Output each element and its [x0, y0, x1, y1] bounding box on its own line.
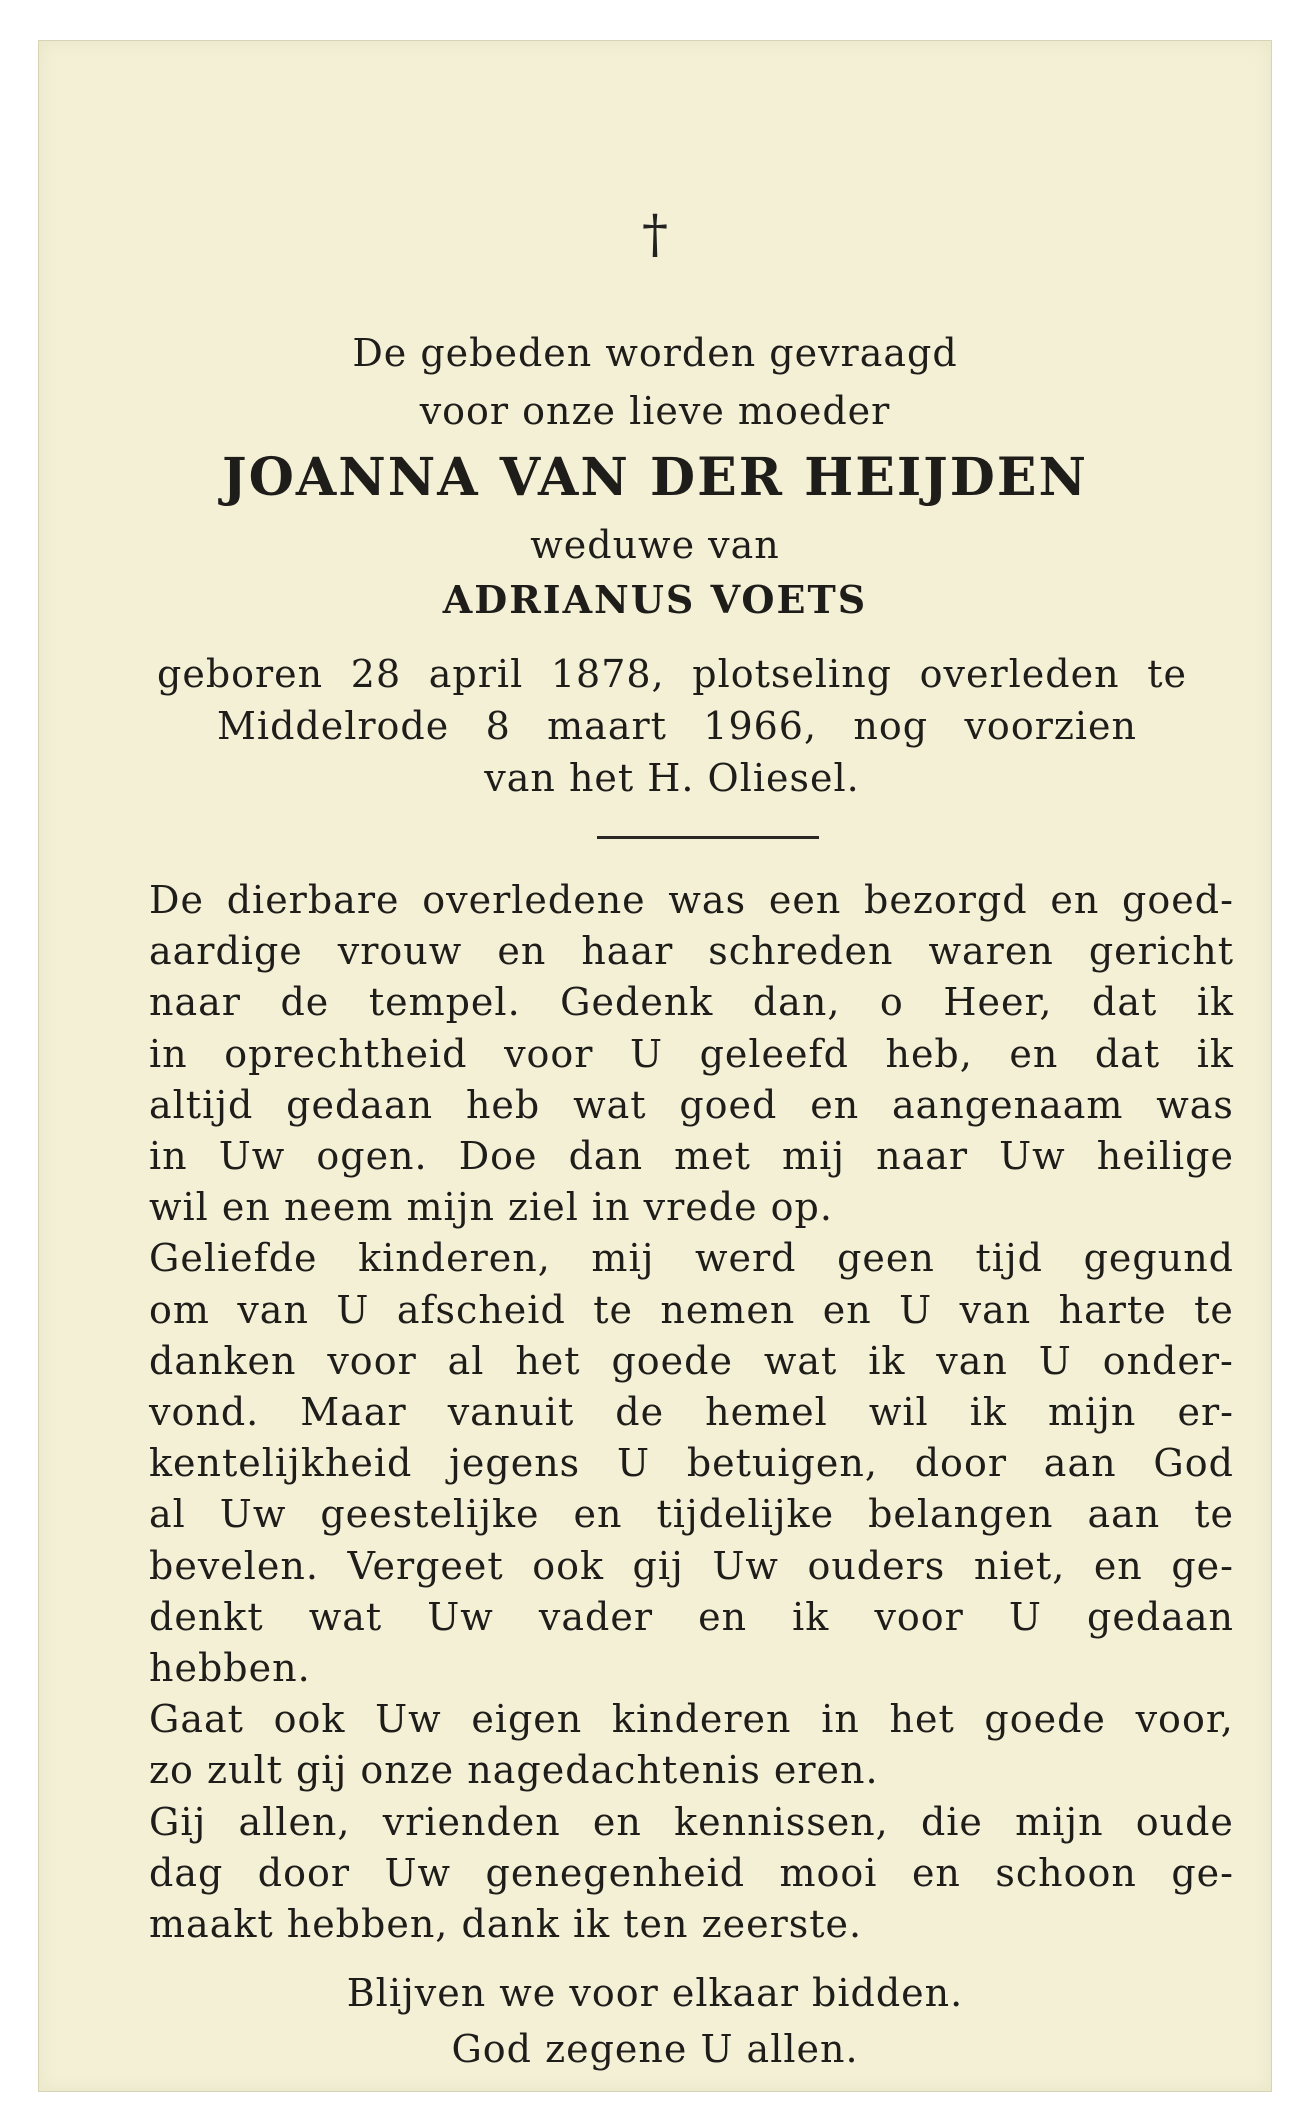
body-line-word: De [149, 878, 204, 922]
body-line-word: te [593, 1287, 633, 1332]
body-line [149, 1541, 1234, 1592]
body-line-word: en [573, 1492, 623, 1537]
dates-line-3: van het H. Oliesel. [484, 756, 860, 800]
body-line-word: ge- [1171, 1850, 1234, 1895]
dates-line-2-word: 1966, [703, 704, 818, 748]
body-line-word: door [257, 1850, 351, 1895]
body-line-word: haar [581, 929, 674, 974]
body-line-word: voor [504, 1031, 594, 1076]
body-line-word: oude [1135, 1799, 1234, 1844]
memorial-card [38, 40, 1272, 2092]
body-line-word: jegens [449, 1441, 581, 1486]
body-text [149, 875, 1234, 1950]
body-line-word: Uw [375, 1697, 442, 1742]
body-line [149, 875, 1234, 926]
body-line-word: al [149, 1492, 186, 1537]
body-line-word: tijd [975, 1236, 1043, 1281]
body-line-word: Vergeet [347, 1543, 504, 1588]
body-line-word: kentelijkheid [149, 1441, 413, 1486]
body-line-word: was [1156, 1082, 1234, 1127]
dates-line-2-word: Middelrode [217, 704, 450, 748]
body-line-word: het [515, 1338, 581, 1383]
body-line-word: voor [327, 1338, 417, 1383]
body-line-word: en [1009, 1031, 1059, 1076]
body-line-word: goede [984, 1697, 1106, 1742]
dates-line-1-word: te [1147, 652, 1187, 696]
dates-line-2-word: nog [853, 704, 929, 748]
body-line-word: gedaan [286, 1082, 434, 1127]
body-line-word: vader [538, 1594, 653, 1639]
body-line-word: die [920, 1799, 983, 1844]
body-line-word: betuigen, [686, 1441, 878, 1486]
body-line-word: altijd [149, 1082, 254, 1127]
dates-line-1-word: geboren [157, 652, 324, 696]
body-line [149, 1131, 1234, 1182]
body-line-word: te [1194, 1287, 1234, 1332]
body-line-word: wil [868, 1390, 929, 1435]
body-line-word: dan, [752, 980, 841, 1025]
body-line-word: niet, [973, 1543, 1066, 1588]
body-line [149, 1848, 1234, 1899]
body-line-word: en [1093, 1543, 1143, 1588]
body-line-word: bevelen. [149, 1543, 319, 1588]
widow-of-label: weduwe van [530, 523, 780, 567]
intro-line-2: voor onze lieve moeder [419, 389, 891, 433]
body-line-word: naar [149, 980, 241, 1025]
body-line-word: eigen [471, 1697, 583, 1742]
body-line [149, 977, 1234, 1028]
body-line-word: voor, [1135, 1697, 1234, 1742]
body-line-word: in [821, 1697, 860, 1742]
body-line-word: schoon [995, 1850, 1137, 1895]
body-line-word: onder- [1102, 1338, 1234, 1383]
body-line-word: aardige [149, 929, 303, 974]
body-line-word: en [592, 1799, 642, 1844]
body-line-word: goed- [1122, 878, 1234, 922]
closing-line-1: Blijven we voor elkaar bidden. [346, 1971, 964, 2015]
body-line-word: de [280, 980, 330, 1025]
body-line-word: goede [611, 1338, 733, 1383]
body-line-word: Doe [458, 1134, 538, 1179]
dates-line-1-word: overleden [919, 652, 1120, 696]
body-line [149, 1336, 1234, 1387]
dates-line-2-word: 8 [485, 704, 511, 748]
dates-line-1-word: april [428, 652, 524, 696]
dates-line-1-word: 1878, [550, 652, 665, 696]
body-line: zo zult gij onze nagedachtenis eren. [149, 1748, 879, 1793]
body-line-word: gericht [1088, 929, 1234, 974]
body-line-word: en [698, 1594, 748, 1639]
body-line-word: ik [868, 1338, 906, 1383]
body-line-word: al [447, 1338, 485, 1383]
body-line-word: aan [1043, 1441, 1117, 1486]
body-line-word: U [1038, 1338, 1072, 1383]
body-line-word: ook [273, 1697, 346, 1742]
closing-line-2: God zegene U allen. [451, 2027, 859, 2071]
body-line-word: U [617, 1441, 651, 1486]
dates-line-1 [157, 648, 1187, 700]
body-line-word: gegund [1083, 1236, 1234, 1281]
body-line-word: waren [928, 929, 1054, 974]
body-line-word: te [1194, 1492, 1234, 1537]
dates-line-2 [157, 700, 1187, 752]
body-line-word: afscheid [396, 1287, 566, 1332]
body-line-word: overledene [422, 878, 646, 922]
body-line-word: in [149, 1031, 188, 1076]
body-line-word: Heer, [943, 980, 1053, 1025]
body-line-word: U [1008, 1594, 1042, 1639]
body-line-word: dat [1094, 1031, 1161, 1076]
body-line-word: geen [837, 1236, 935, 1281]
body-line [149, 1029, 1234, 1080]
body-line-word: o [879, 980, 904, 1025]
body-line-word: geestelijke [320, 1492, 540, 1537]
body-line-word: werd [694, 1236, 797, 1281]
body-line-word: heb [465, 1082, 541, 1127]
body-line-word: oprechtheid [224, 1031, 468, 1076]
body-line-word: tempel. [368, 980, 521, 1025]
body-line-word: Gaat [149, 1697, 244, 1742]
dates-line-1-word: plotseling [692, 652, 892, 696]
body-line-word: dierbare [226, 878, 400, 922]
body-line-word: ik [792, 1594, 830, 1639]
divider [597, 836, 819, 839]
body-line-word: allen, [238, 1799, 351, 1844]
body-line-word: de [615, 1390, 665, 1435]
body-line [149, 1080, 1234, 1131]
body-line-word: gij [632, 1543, 684, 1588]
body-line-word: heilige [1096, 1134, 1234, 1179]
body-line-word: ik [1196, 1031, 1234, 1076]
body-line-word: belangen [868, 1492, 1054, 1537]
body-line-word: Uw [218, 1134, 286, 1179]
body-line-word: mij [782, 1134, 845, 1179]
body-line [149, 1438, 1234, 1489]
body-line-word: mijn [1047, 1390, 1137, 1435]
body-line-word: een [768, 878, 842, 922]
body-line-word: dat [1092, 980, 1158, 1025]
body-line-word: voor [874, 1594, 964, 1639]
body-line-word: genegenheid [485, 1850, 746, 1895]
body-line-word: mijn [1015, 1799, 1104, 1844]
body-line-word: en [911, 1850, 961, 1895]
body-line-word: vrienden [382, 1799, 561, 1844]
body-line-word: harte [1058, 1287, 1167, 1332]
body-line-word: vrouw [337, 929, 463, 974]
body-line [149, 926, 1234, 977]
body-line-word: schreden [708, 929, 894, 974]
dates-line-1-word: 28 [350, 652, 402, 696]
body-line-word: en [822, 1287, 872, 1332]
body-line-word: kinderen [611, 1697, 792, 1742]
body-line [149, 1233, 1234, 1284]
body-line-word: het [889, 1697, 955, 1742]
body-line [149, 1387, 1234, 1438]
husband-name: ADRIANUS VOETS [442, 577, 868, 622]
body-line-word: kennissen, [674, 1799, 889, 1844]
body-line-word: bezorgd [864, 878, 1028, 922]
body-line-word: gedaan [1087, 1594, 1234, 1639]
body-line-word: er- [1177, 1390, 1234, 1435]
body-line-word: ouders [807, 1543, 946, 1588]
body-line-word: kinderen, [358, 1236, 551, 1281]
body-line-word: ogen. [316, 1134, 428, 1179]
body-line-word: in [149, 1134, 188, 1179]
dates-line-2-word: voorzien [964, 704, 1137, 748]
body-line-word: Maar [300, 1390, 407, 1435]
body-line-word: van [936, 1338, 1008, 1383]
body-line-word: Uw [384, 1850, 452, 1895]
body-line-word: met [674, 1134, 751, 1179]
body-line-word: ge- [1171, 1543, 1234, 1588]
body-line: wil en neem mijn ziel in vrede op. [149, 1185, 833, 1230]
body-line-word: naar [876, 1134, 969, 1179]
body-line-word: mij [591, 1236, 655, 1281]
cross-icon: † [642, 205, 668, 265]
body-line-word: goed [679, 1082, 778, 1127]
body-line-word: ik [1196, 980, 1234, 1025]
body-line-word: vond. [149, 1390, 260, 1435]
body-line-word: hemel [705, 1390, 828, 1435]
body-line-word: aan [1087, 1492, 1161, 1537]
body-line-word: Uw [999, 1134, 1066, 1179]
body-line-word: Gedenk [560, 980, 714, 1025]
dates-block [157, 648, 1187, 804]
body-line-word: was [668, 878, 747, 922]
body-line-word: ook [532, 1543, 605, 1588]
body-line-word: tijdelijke [656, 1492, 835, 1537]
body-line [149, 1592, 1234, 1643]
body-line-word: nemen [660, 1287, 796, 1332]
body-line-word: U [336, 1287, 370, 1332]
body-line-word: mooi [779, 1850, 878, 1895]
deceased-name: JOANNA VAN DER HEIJDEN [221, 447, 1089, 508]
body-line-word: denkt [149, 1594, 264, 1639]
body-line-word: vanuit [447, 1390, 575, 1435]
body-line-word: Gij [149, 1799, 207, 1844]
body-line-word: wat [763, 1338, 838, 1383]
body-line-word: heb, [885, 1031, 973, 1076]
body-line-word: om [149, 1287, 210, 1332]
body-line [149, 1797, 1234, 1848]
body-line [149, 1489, 1234, 1540]
body-line: maakt hebben, dank ik ten zeerste. [149, 1902, 863, 1947]
card-content [39, 41, 1271, 2091]
body-line: hebben. [149, 1646, 311, 1691]
body-line-word: Geliefde [149, 1236, 318, 1281]
intro-line-1: De gebeden worden gevraagd [352, 331, 958, 375]
body-line-word: danken [149, 1338, 297, 1383]
body-line-word: aangenaam [892, 1082, 1124, 1127]
dates-line-2-word: maart [547, 704, 667, 748]
body-line-word: ik [969, 1390, 1007, 1435]
body-line-word: geleefd [699, 1031, 849, 1076]
body-line-word: wat [573, 1082, 647, 1127]
body-line-word: en [1050, 878, 1100, 922]
body-line-word: U [630, 1031, 664, 1076]
body-line [149, 1694, 1234, 1745]
body-line-word: dan [568, 1134, 644, 1179]
body-line-word: Uw [427, 1594, 494, 1639]
body-line-word: en [810, 1082, 860, 1127]
body-line-word: U [899, 1287, 933, 1332]
body-line-word: van [237, 1287, 309, 1332]
body-line-word: Uw [712, 1543, 779, 1588]
body-line-word: wat [308, 1594, 383, 1639]
body-line-word: van [959, 1287, 1032, 1332]
body-line-word: God [1153, 1441, 1234, 1486]
body-line-word: dag [149, 1850, 224, 1895]
body-line-word: Uw [219, 1492, 287, 1537]
body-line [149, 1285, 1234, 1336]
body-line-word: en [497, 929, 547, 974]
body-line-word: door [914, 1441, 1007, 1486]
